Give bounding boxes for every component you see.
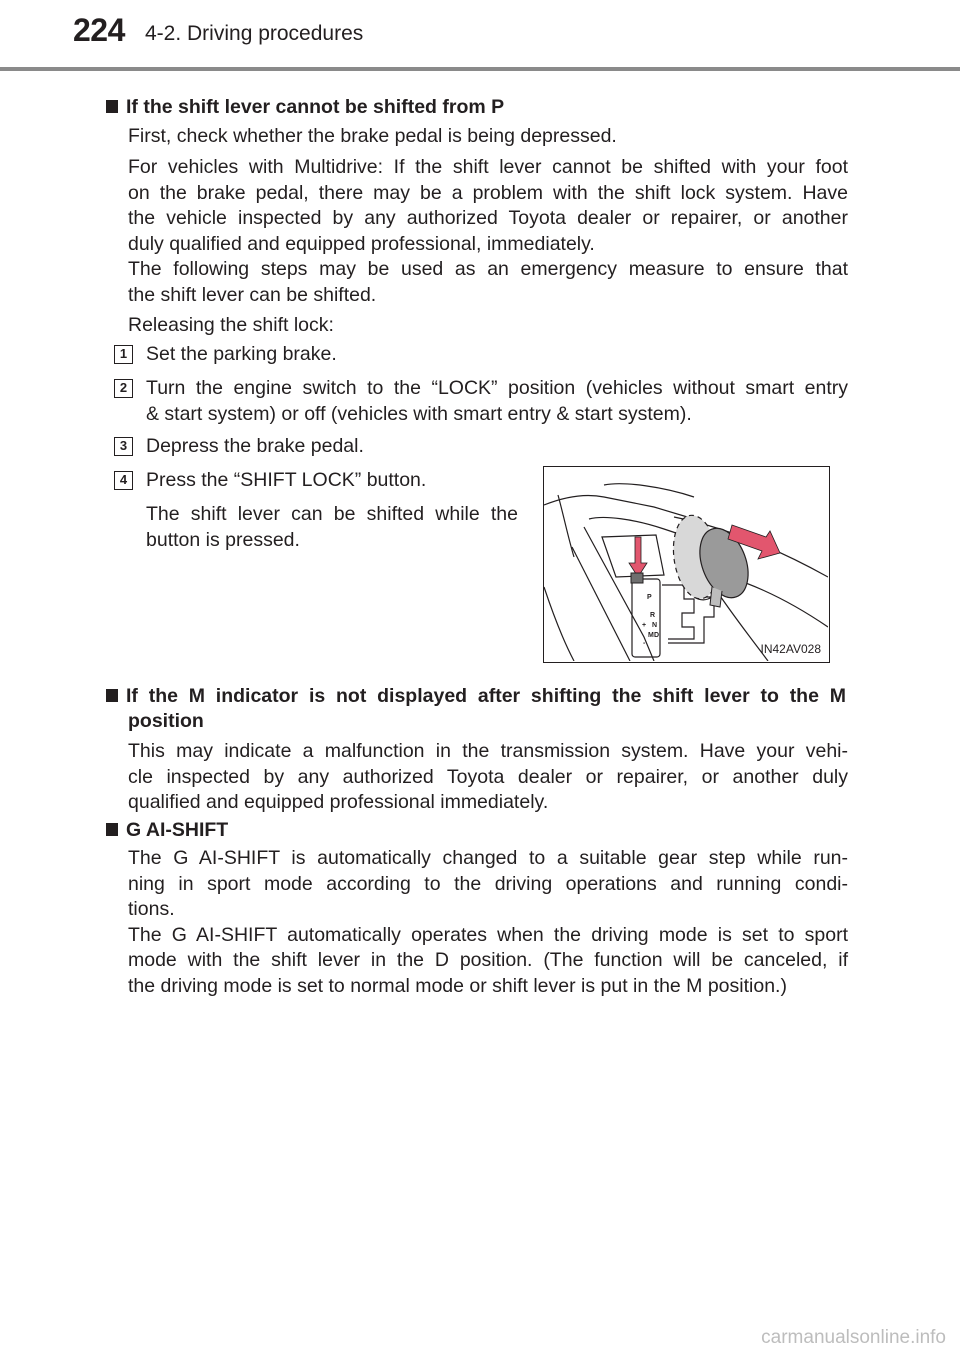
section-heading: If the M indicator is not displayed after shifting the shift lever to the M position — [106, 684, 846, 734]
paragraph: This may indicate a malfunction in the transmission system. Have your vehi- cle inspected by any authorized Toyota dealer or repairer, or another duly qualified and equipped professional immediately. — [128, 740, 848, 813]
section-heading: If the shift lever cannot be shifted from P — [106, 95, 504, 120]
paragraph: Releasing the shift lock: — [128, 314, 334, 336]
step-number-badge: 1 — [114, 345, 133, 364]
step-note: The shift lever can be shifted while the button is pressed. — [146, 503, 518, 551]
step-text: Turn the engine switch to the “LOCK” position (vehicles without smart entry & start system) or off (vehicles with smart entry & start system). — [146, 377, 848, 425]
paragraph: First, check whether the brake pedal is being depressed. — [128, 125, 617, 147]
gate-labels — [642, 594, 659, 647]
watermark: carmanualsonline.info — [761, 1327, 946, 1348]
step-number-badge: 3 — [114, 437, 133, 456]
square-bullet-icon — [106, 100, 118, 113]
gate-letter: + — [642, 622, 647, 629]
step-number-badge: 4 — [114, 471, 133, 490]
step-text: Press the “SHIFT LOCK” button. — [146, 469, 427, 491]
header-divider — [0, 67, 960, 71]
square-bullet-icon — [106, 689, 118, 702]
gate-letter: M — [648, 632, 654, 639]
gate-letter: D — [654, 632, 660, 639]
gate-letter: P — [647, 594, 652, 601]
step-number-badge: 2 — [114, 379, 133, 398]
paragraph: The G AI-SHIFT is automatically changed to a suitable gear step while run- ning in sport mode according to the driving operations and running condi- tions. The G AI-SHIFT automatically operates when the driving mode is set to sport mode with the shift lever in the D position. (The function will be canceled, if the driving mode is set to normal mode or shift lever is put in the M position.) — [128, 847, 848, 997]
gate-letter: - — [643, 640, 646, 647]
shift-lock-illustration — [543, 466, 830, 663]
section-heading: G AI-SHIFT — [106, 818, 228, 843]
shift-lock-button — [631, 573, 643, 583]
square-bullet-icon — [106, 823, 118, 836]
step-text: Depress the brake pedal. — [146, 435, 364, 457]
page-header — [0, 0, 960, 80]
page-number: 224 — [73, 12, 125, 48]
step-text: Set the parking brake. — [146, 343, 337, 365]
figure-code: IN42AV028 — [760, 642, 821, 656]
shift-console-drawing — [544, 467, 828, 661]
gate-letter: R — [650, 612, 656, 619]
gate-letter: N — [652, 622, 658, 629]
paragraph: For vehicles with Multidrive: If the shift lever cannot be shifted with your foot on the brake pedal, there may be a problem with the shift lock system. Have the vehicle inspected by any authorized Toyota dealer or repairer, or another duly qualified and equipped professional, immediately. The following steps may be used as an emergency measure to ensure that the shift lever can be shifted. — [128, 156, 848, 306]
section-title: 4-2. Driving procedures — [145, 22, 364, 45]
